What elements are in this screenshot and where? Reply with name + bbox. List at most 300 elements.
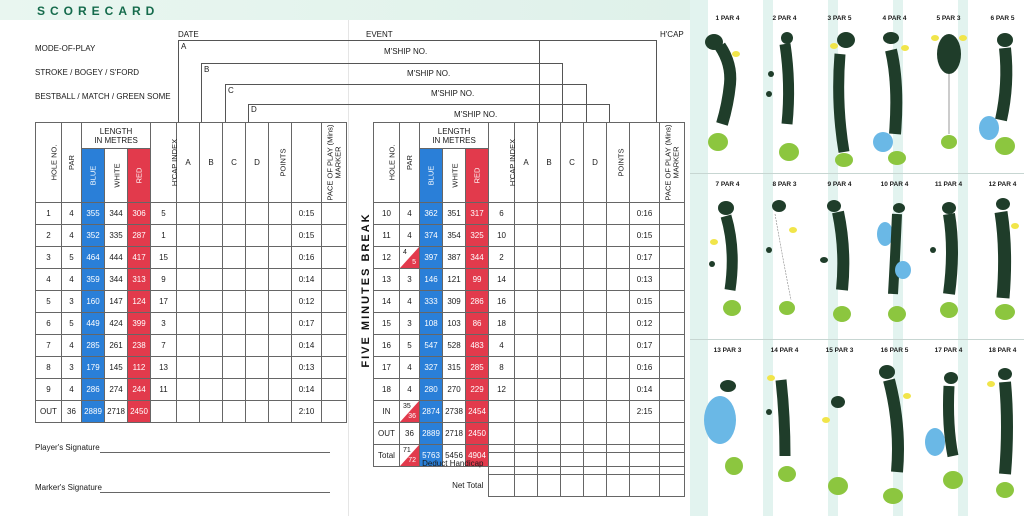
marker-header-back: MARKER [660,123,685,203]
hcap-index: 1 [151,225,177,247]
hole-diagram-15 [812,344,867,507]
score-b-cell[interactable] [200,203,223,225]
hcap-index: 7 [151,335,177,357]
in-row-score-d[interactable] [584,401,607,423]
score-a-cell[interactable] [515,379,538,401]
red-length: 238 [128,335,151,357]
net-a-cell[interactable] [514,475,537,497]
deduct-hcap-cell[interactable] [488,453,514,475]
out-row-back-points[interactable] [607,423,630,445]
deduct-b-cell[interactable] [537,453,560,475]
total-row-label: Total [374,445,400,467]
red-length: 244 [128,379,151,401]
score-d-cell[interactable] [584,379,607,401]
score-a-cell[interactable] [515,335,538,357]
blue-length: 108 [420,313,443,335]
blue-length: 464 [82,247,105,269]
marker-cell[interactable] [322,379,347,401]
table-row [36,247,347,269]
pace-cell: 0:13 [292,357,322,379]
table-row [374,335,685,357]
score-d-cell[interactable] [246,291,269,313]
white-length: 274 [105,379,128,401]
score-c-cell[interactable] [223,379,246,401]
out-row-back-marker[interactable] [660,423,685,445]
score-a-cell[interactable] [177,203,200,225]
par-cell: 4 [400,291,420,313]
par-cell: 4 [62,203,82,225]
points-cell[interactable] [607,291,630,313]
hole-number: 16 [374,335,400,357]
score-d-cell[interactable] [584,225,607,247]
blue-length: 397 [420,247,443,269]
score-b-cell[interactable] [538,379,561,401]
out-row-score-d[interactable] [246,401,269,423]
marker-cell[interactable] [322,357,347,379]
score-d-cell[interactable] [584,313,607,335]
hole-diagram-11 [921,178,976,341]
score-a-cell[interactable] [177,357,200,379]
score-b-cell[interactable] [200,247,223,269]
score-a-cell[interactable] [515,269,538,291]
score-a-cell[interactable] [177,291,200,313]
par-cell: 4 [62,269,82,291]
points-cell[interactable] [607,247,630,269]
hole-number: 6 [36,313,62,335]
blue-length: 285 [82,335,105,357]
red-length: 99 [466,269,489,291]
points-cell[interactable] [607,269,630,291]
score-a-cell[interactable] [515,247,538,269]
out-row-red: 2450 [128,401,151,423]
points-cell[interactable] [607,357,630,379]
red-length: 344 [466,247,489,269]
marker-cell[interactable] [322,313,347,335]
out-row-back-red: 2450 [466,423,489,445]
col-a-header-back: A [515,123,538,203]
out-row-back-blue: 2889 [420,423,443,445]
score-c-cell[interactable] [223,203,246,225]
par-cell: 4 5 [400,247,420,269]
score-d-cell[interactable] [246,203,269,225]
in-row-marker[interactable] [660,401,685,423]
pace-header-back: PACE OF PLAY (Mins) [630,123,660,203]
score-b-cell[interactable] [200,357,223,379]
out-row-back-score-b[interactable] [538,423,561,445]
points-cell[interactable] [269,335,292,357]
score-c-cell[interactable] [223,335,246,357]
score-c-cell[interactable] [223,225,246,247]
player-d-bracket [248,104,610,122]
hcap-index: 11 [151,379,177,401]
hole-label: 9 PAR 4 [827,181,852,188]
col-b-header: B [200,123,223,203]
par-cell: 3 [62,357,82,379]
pace-cell: 0:15 [630,225,660,247]
red-length: 325 [466,225,489,247]
player-c-letter: C [228,86,234,95]
length-header-back: LENGTH IN METRES [420,123,489,149]
blue-tee-header-back: BLUE [420,149,443,203]
score-a-cell[interactable] [515,203,538,225]
par-cell: 4 [400,357,420,379]
pace-cell: 0:13 [630,269,660,291]
date-label: DATE [178,30,199,39]
score-d-cell[interactable] [584,357,607,379]
score-b-cell[interactable] [538,335,561,357]
hole-diagram-3 [812,12,867,175]
white-tee-header-back: WHITE [443,149,466,203]
score-d-cell[interactable] [246,269,269,291]
hole-number: 4 [36,269,62,291]
score-c-cell[interactable] [561,291,584,313]
hcap-index: 12 [489,379,515,401]
score-c-cell[interactable] [223,269,246,291]
table-row [36,291,347,313]
points-cell[interactable] [269,291,292,313]
net-c-cell[interactable] [560,475,583,497]
points-cell[interactable] [607,203,630,225]
blue-length: 449 [82,313,105,335]
score-a-cell[interactable] [177,225,200,247]
score-d-cell[interactable] [246,247,269,269]
score-c-cell[interactable] [561,313,584,335]
par-header: PAR [62,123,82,203]
score-a-cell[interactable] [177,269,200,291]
pace-cell: 0:14 [292,335,322,357]
out-row-points[interactable] [269,401,292,423]
points-cell[interactable] [269,357,292,379]
hcap-index: 17 [151,291,177,313]
player-d-mship: M'SHIP NO. [454,110,498,119]
score-d-cell[interactable] [584,269,607,291]
blue-length: 359 [82,269,105,291]
points-cell[interactable] [607,313,630,335]
event-label: EVENT [366,30,393,39]
score-b-cell[interactable] [200,225,223,247]
table-row [374,313,685,335]
score-d-cell[interactable] [584,335,607,357]
in-row-par: 35 36 [400,401,420,423]
deduct-points-cell[interactable] [606,453,629,475]
table-row [36,225,347,247]
hole-diagram-5 [921,12,976,175]
score-c-cell[interactable] [561,335,584,357]
hole-diagram-1 [700,12,755,175]
pace-cell: 0:12 [630,313,660,335]
out-row-score-a[interactable] [177,401,200,423]
score-b-cell[interactable] [538,269,561,291]
marker-cell[interactable] [322,247,347,269]
players-signature-line[interactable] [100,452,330,453]
score-a-cell[interactable] [515,357,538,379]
hole-label: 12 PAR 4 [988,181,1017,188]
white-length: 351 [443,203,466,225]
score-c-cell[interactable] [561,247,584,269]
hole-diagram-16 [867,344,922,507]
hole-map-icon [757,190,812,338]
points-cell[interactable] [269,203,292,225]
hole-map-icon [867,24,922,172]
white-length: 387 [443,247,466,269]
par-header-back: PAR [400,123,420,203]
out-row-score-c[interactable] [223,401,246,423]
score-a-cell[interactable] [515,313,538,335]
score-a-cell[interactable] [177,313,200,335]
score-d-cell[interactable] [584,291,607,313]
score-b-cell[interactable] [200,335,223,357]
score-c-cell[interactable] [561,225,584,247]
in-row-blue: 2874 [420,401,443,423]
out-row-back-par: 36 [400,423,420,445]
score-a-cell[interactable] [177,247,200,269]
score-b-cell[interactable] [538,225,561,247]
score-d-cell[interactable] [246,379,269,401]
score-b-cell[interactable] [200,313,223,335]
deduct-handicap-label: Deduct Handicap [422,459,484,468]
marker-cell[interactable] [322,269,347,291]
hole-no-header-back: HOLE NO. [374,123,400,203]
table-row [374,357,685,379]
score-c-cell[interactable] [561,357,584,379]
par-cell: 4 [62,225,82,247]
in-row [374,401,685,423]
score-c-cell[interactable] [561,203,584,225]
blue-length: 286 [82,379,105,401]
white-length: 270 [443,379,466,401]
hole-diagram-13 [700,344,755,507]
blue-length: 280 [420,379,443,401]
in-row-score-c[interactable] [561,401,584,423]
hole-diagram-7 [700,178,755,341]
deduct-pace-cell[interactable] [629,453,659,475]
out-row-back-white: 2718 [443,423,466,445]
pace-cell: 0:16 [630,357,660,379]
in-row-score-b[interactable] [538,401,561,423]
score-a-cell[interactable] [177,379,200,401]
score-b-cell[interactable] [200,291,223,313]
net-marker-cell[interactable] [659,475,684,497]
score-b-cell[interactable] [538,247,561,269]
score-b-cell[interactable] [538,357,561,379]
out-row-hcap [151,401,177,423]
blue-length: 160 [82,291,105,313]
net-pace-cell[interactable] [629,475,659,497]
hcap-divider [656,40,657,122]
points-cell[interactable] [607,335,630,357]
hole-label: 7 PAR 4 [715,181,740,188]
par-cell: 5 [400,335,420,357]
score-a-cell[interactable] [515,291,538,313]
score-b-cell[interactable] [200,269,223,291]
deduct-c-cell[interactable] [560,453,583,475]
out-row-back-score-c[interactable] [561,423,584,445]
out-row-back-score-d[interactable] [584,423,607,445]
player-a-mship: M'SHIP NO. [384,47,428,56]
marker-cell[interactable] [322,335,347,357]
score-d-cell[interactable] [584,203,607,225]
out-row-pace: 2:10 [292,401,322,423]
pace-cell: 0:17 [630,247,660,269]
score-a-cell[interactable] [515,225,538,247]
out-row-back-score-a[interactable] [515,423,538,445]
in-row-points[interactable] [607,401,630,423]
hole-label: 11 PAR 4 [934,181,963,188]
points-cell[interactable] [269,313,292,335]
hole-number: 14 [374,291,400,313]
out-row [36,401,347,423]
in-row-hcap [489,401,515,423]
hcap-index: 5 [151,203,177,225]
marker-cell[interactable] [660,313,685,335]
hole-map-icon [812,24,867,172]
marker-cell[interactable] [322,225,347,247]
net-b-cell[interactable] [537,475,560,497]
points-cell[interactable] [607,379,630,401]
hole-number: 11 [374,225,400,247]
score-b-cell[interactable] [538,291,561,313]
score-c-cell[interactable] [223,357,246,379]
marker-cell[interactable] [660,379,685,401]
col-d-header: D [246,123,269,203]
pace-cell: 0:12 [292,291,322,313]
marker-cell[interactable] [660,291,685,313]
hcap-index: 10 [489,225,515,247]
net-d-cell[interactable] [583,475,606,497]
hole-label: 2 PAR 4 [772,15,797,22]
score-c-cell[interactable] [561,269,584,291]
par-cell: 4 [400,225,420,247]
blue-length: 355 [82,203,105,225]
stroke-bogey-label: STROKE / BOGEY / S'FORD [35,68,140,77]
marker-cell[interactable] [660,247,685,269]
score-a-cell[interactable] [177,335,200,357]
pace-cell: 0:16 [292,247,322,269]
par-cell: 4 [62,379,82,401]
blue-length: 327 [420,357,443,379]
hcap-index: 15 [151,247,177,269]
hole-number: 5 [36,291,62,313]
points-header-back: POINTS [607,123,630,203]
white-tee-header: WHITE [105,149,128,203]
hcap-index-header-back: H'CAP INDEX [489,123,515,203]
markers-signature-line[interactable] [100,492,330,493]
hole-map-icon [867,190,922,338]
page-title: SCORECARD [37,4,160,18]
table-row [36,313,347,335]
red-length: 313 [128,269,151,291]
hole-map-icon [757,24,812,172]
hole-number: 8 [36,357,62,379]
hcap-index: 3 [151,313,177,335]
par-cell: 3 [400,269,420,291]
score-b-cell[interactable] [538,313,561,335]
deduct-d-cell[interactable] [583,453,606,475]
points-cell[interactable] [269,247,292,269]
hole-label: 3 PAR 5 [827,15,852,22]
hcap-label: H'CAP [660,30,684,39]
score-d-cell[interactable] [246,357,269,379]
pace-cell: 0:14 [630,379,660,401]
points-cell[interactable] [269,225,292,247]
score-b-cell[interactable] [538,203,561,225]
white-length: 145 [105,357,128,379]
score-c-cell[interactable] [223,313,246,335]
score-b-cell[interactable] [200,379,223,401]
marker-cell[interactable] [322,203,347,225]
score-d-cell[interactable] [246,313,269,335]
net-total-table [373,452,685,497]
points-cell[interactable] [269,269,292,291]
deduct-a-cell[interactable] [514,453,537,475]
par-cell: 3 [400,313,420,335]
hole-no-header: HOLE NO. [36,123,62,203]
net-points-cell[interactable] [606,475,629,497]
total-row-par: 71 72 [400,445,420,467]
net-hcap-cell[interactable] [488,475,514,497]
marker-cell[interactable] [322,291,347,313]
table-row [374,203,685,225]
score-d-cell[interactable] [584,247,607,269]
back-nine-table [373,122,685,467]
out-row-par: 36 [62,401,82,423]
hole-map-icon [921,190,976,338]
hole-label: 17 PAR 4 [934,347,963,354]
marker-cell[interactable] [660,357,685,379]
hole-label: 6 PAR 5 [990,15,1015,22]
col-c-header-back: C [561,123,584,203]
white-length: 424 [105,313,128,335]
hole-label: 1 PAR 4 [715,15,740,22]
score-c-cell[interactable] [223,247,246,269]
marker-cell[interactable] [660,225,685,247]
table-row [374,225,685,247]
hole-diagram-9 [812,178,867,341]
pace-header: PACE OF PLAY (Mins) [292,123,322,203]
out-row-marker[interactable] [322,401,347,423]
hole-map-icon [700,356,755,504]
red-length: 124 [128,291,151,313]
hole-number: 2 [36,225,62,247]
hcap-index: 4 [489,335,515,357]
hole-number: 1 [36,203,62,225]
deduct-marker-cell[interactable] [659,453,684,475]
hole-number: 13 [374,269,400,291]
hole-label: 4 PAR 4 [882,15,907,22]
points-cell[interactable] [269,379,292,401]
par-cell: 5 [62,313,82,335]
points-cell[interactable] [607,225,630,247]
hole-label: 15 PAR 3 [825,347,854,354]
in-row-score-a[interactable] [515,401,538,423]
marker-cell[interactable] [660,203,685,225]
marker-cell[interactable] [660,335,685,357]
marker-cell[interactable] [660,269,685,291]
out-row-score-b[interactable] [200,401,223,423]
hole-number: 3 [36,247,62,269]
pace-cell: 0:16 [630,203,660,225]
hole-map-icon [812,190,867,338]
red-length: 112 [128,357,151,379]
blue-length: 146 [420,269,443,291]
score-c-cell[interactable] [561,379,584,401]
score-c-cell[interactable] [223,291,246,313]
in-row-red: 2454 [466,401,489,423]
white-length: 309 [443,291,466,313]
score-d-cell[interactable] [246,225,269,247]
par-cell: 4 [400,379,420,401]
score-d-cell[interactable] [246,335,269,357]
